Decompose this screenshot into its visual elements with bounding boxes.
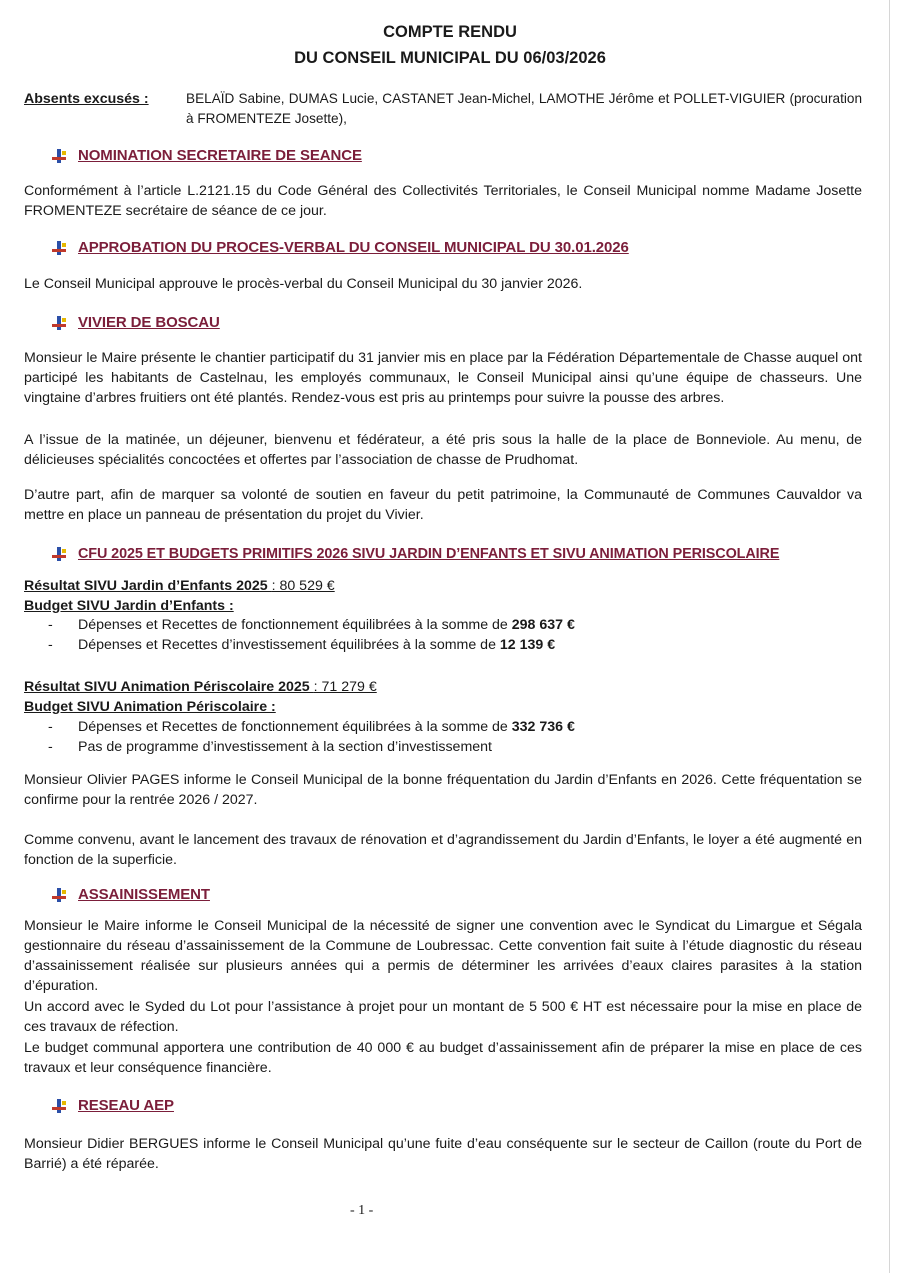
- paragraph: Le Conseil Municipal approuve le procès-verbal du Conseil Municipal du 30 janvier 2026.: [24, 276, 583, 292]
- document-subtitle: DU CONSEIL MUNICIPAL DU 06/03/2026: [294, 49, 606, 67]
- jardin-budget-label: Budget SIVU Jardin d’Enfants :: [24, 598, 234, 614]
- section-heading-text: VIVIER DE BOSCAU: [78, 314, 220, 331]
- absents-list: BELAÏD Sabine, DUMAS Lucie, CASTANET Jean-Michel, LAMOTHE Jérôme et POLLET-VIGUIER (procuration à FROMENTEZE Josette),: [186, 91, 862, 126]
- list-item-text: Dépenses et Recettes de fonctionnement équilibrées à la somme de: [78, 719, 512, 735]
- list-item-text: Dépenses et Recettes d’investissement équilibrées à la somme de: [78, 637, 500, 653]
- animation-result: [24, 677, 377, 697]
- section-heading-text: APPROBATION DU PROCES-VERBAL DU CONSEIL MUNICIPAL DU 30.01.2026: [78, 239, 629, 256]
- jardin-result-label: Résultat SIVU Jardin d’Enfants 2025: [24, 578, 272, 594]
- page-number: - 1 -: [350, 1203, 374, 1218]
- paragraph: Un accord avec le Syded du Lot pour l’assistance à projet pour un montant de 5 500 € HT est nécessaire pour la mise en place de ces travaux de réfection.: [24, 999, 862, 1035]
- section-heading-vivier: [52, 313, 220, 333]
- section-heading-text: NOMINATION SECRETAIRE DE SEANCE: [78, 147, 362, 164]
- amount-value: 298 637 €: [511, 617, 575, 633]
- list-item-text: Dépenses et Recettes de fonctionnement équilibrées à la somme de: [78, 617, 512, 633]
- paragraph: Monsieur le Maire présente le chantier participatif du 31 janvier mis en place par la Fédération Départementale de Chasse auquel ont participé les habitants de Castelnau, les employés communaux, le Conseil Municipal ainsi qu’une équipe de chasseurs. Une vingtaine d’arbres fruitiers ont été plantés. Rendez-vous est pris au printemps pour suivre la pousse des arbres.: [24, 350, 862, 406]
- paragraph: Le budget communal apportera une contribution de 40 000 € au budget d’assainissement afin de préparer la mise en place de ces travaux et leur conséquence financière.: [24, 1040, 862, 1076]
- section-heading-text: ASSAINISSEMENT: [78, 886, 210, 903]
- paragraph: Monsieur Didier BERGUES informe le Conseil Municipal qu’une fuite d’eau conséquente sur le secteur de Caillon (route du Port de Barrié) a été réparée.: [24, 1136, 862, 1172]
- paragraph: A l’issue de la matinée, un déjeuner, bienvenu et fédérateur, a été pris sous la halle de la place de Bonneviole. Au menu, de délicieuses spécialités concoctées et offertes par l’association de chasse de Prudhomat.: [24, 432, 862, 468]
- amount-value: 12 139 €: [499, 637, 556, 653]
- list-item-text: Pas de programme d’investissement à la section d’investissement: [78, 739, 492, 755]
- jardin-result: [24, 576, 335, 596]
- section-heading-proces-verbal: [52, 238, 629, 258]
- paragraph: Monsieur Olivier PAGES informe le Conseil Municipal de la bonne fréquentation du Jardin d’Enfants en 2026. Cette fréquentation se confirme pour la rentrée 2026 / 2027.: [24, 772, 862, 808]
- paragraph: D’autre part, afin de marquer sa volonté de soutien en faveur du petit patrimoine, la Communauté de Communes Cauvaldor va mettre en place un panneau de présentation du projet du Vivier.: [24, 487, 862, 523]
- animation-budget-label: Budget SIVU Animation Périscolaire :: [24, 699, 276, 715]
- page-edge: [889, 0, 890, 1273]
- document-title: COMPTE RENDU: [383, 23, 517, 41]
- bullet-icon: [52, 241, 66, 255]
- bullet-icon: [52, 149, 66, 163]
- paragraph: Monsieur le Maire informe le Conseil Municipal de la nécessité de signer une convention avec le Syndicat du Limargue et Ségala gestionnaire du réseau d’assainissement de la Commune de Loubressac. Cette convention fait suite à l’étude diagnostic du réseau d’assainissement réalisée sur plusieurs années qui a permis de déterminer les arrivées d’eaux claires parasites à la station d’épuration.: [24, 918, 862, 994]
- animation-result-value: : 71 279 €: [313, 679, 377, 695]
- absents-label: Absents excusés :: [24, 91, 149, 107]
- section-heading-secretaire: [52, 146, 362, 166]
- list-dash: -: [48, 617, 53, 633]
- section-heading-reseau-aep: [52, 1096, 174, 1116]
- paragraph: Comme convenu, avant le lancement des travaux de rénovation et d’agrandissement du Jardin d’Enfants, le loyer a été augmenté en fonction de la superficie.: [24, 832, 862, 868]
- bullet-icon: [52, 547, 66, 561]
- bullet-icon: [52, 316, 66, 330]
- section-heading-cfu-budgets: [52, 544, 779, 564]
- section-heading-assainissement: [52, 885, 210, 905]
- list-dash: -: [48, 637, 53, 653]
- paragraph: Conformément à l’article L.2121.15 du Code Général des Collectivités Territoriales, le Conseil Municipal nomme Madame Josette FROMENTEZE secrétaire de séance de ce jour.: [24, 183, 862, 219]
- section-heading-text: RESEAU AEP: [78, 1097, 174, 1114]
- bullet-icon: [52, 1099, 66, 1113]
- bullet-icon: [52, 888, 66, 902]
- list-dash: -: [48, 739, 53, 755]
- amount-value: 332 736 €: [511, 719, 575, 735]
- animation-result-label: Résultat SIVU Animation Périscolaire 2025: [24, 679, 314, 695]
- list-dash: -: [48, 719, 53, 735]
- section-heading-text: CFU 2025 ET BUDGETS PRIMITIFS 2026 SIVU JARDIN D’ENFANTS ET SIVU ANIMATION PERISCOLAIRE: [78, 546, 780, 562]
- jardin-result-value: : 80 529 €: [271, 578, 335, 594]
